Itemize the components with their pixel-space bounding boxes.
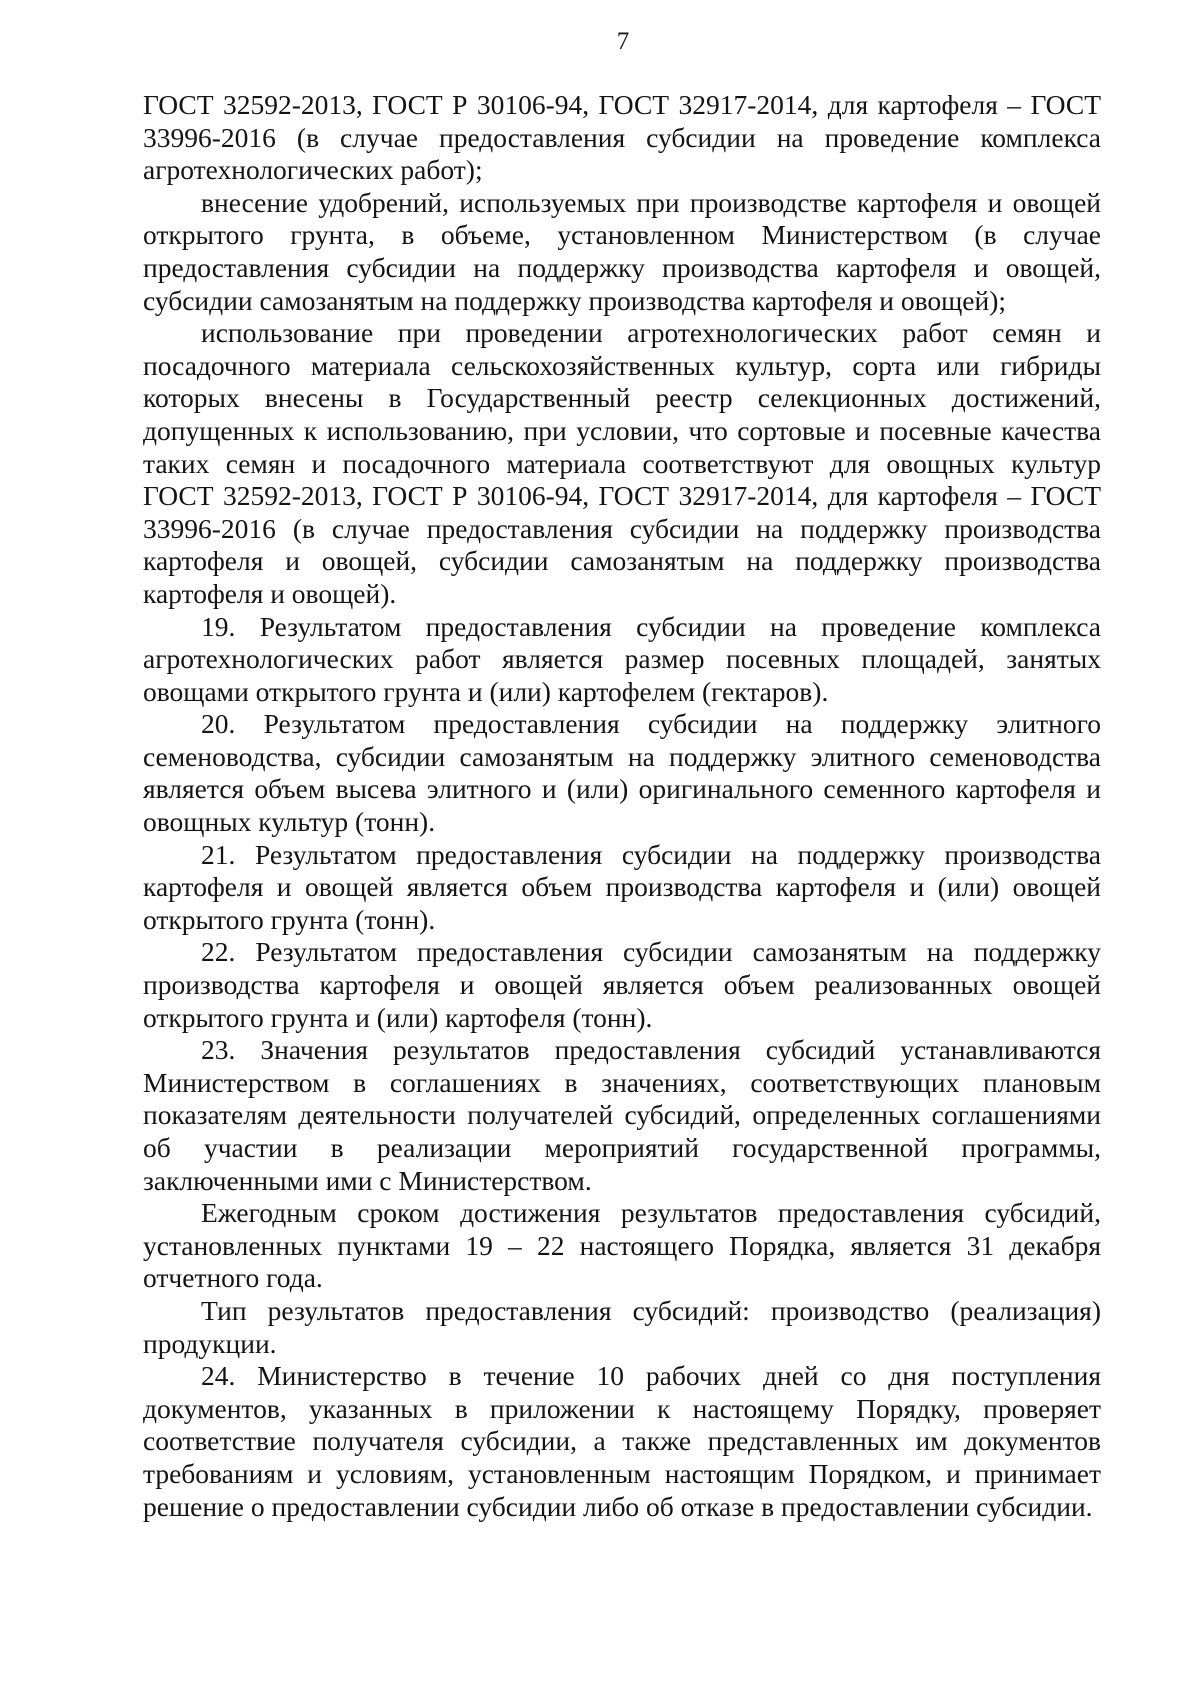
paragraph-item-19: 19. Результатом предоставления субсидии на проведение комплекса агротехнологических работ является размер посевных площадей, занятых овощами открытого грунта и (или) картофелем (гектаров). — [143, 610, 1101, 707]
paragraph-item-22: 22. Результатом предоставления субсидии самозанятым на поддержку производства картофеля и овощей является объем реализованных овощей открытого грунта и (или) картофеля (тонн). — [143, 936, 1101, 1033]
paragraph: ГОСТ 32592-2013, ГОСТ Р 30106-94, ГОСТ 32917-2014, для картофеля – ГОСТ 33996-2016 (в случае предоставления субсидии на проведение комплекса агротехнологических работ); — [143, 89, 1101, 186]
document-body — [143, 89, 1101, 1523]
page-number: 7 — [616, 28, 630, 55]
paragraph-item-23: 23. Значения результатов предоставления субсидий устанавливаются Министерством в соглашениях в значениях, соответствующих плановым показателям деятельности получателей субсидий, определенных соглашениями об участии в реализации мероприятий государственной программы, заключенными ими с Министерством. — [143, 1034, 1101, 1196]
paragraph: Тип результатов предоставления субсидий: производство (реализация) продукции. — [143, 1294, 1101, 1359]
paragraph: использование при проведении агротехнологических работ семян и посадочного материала сельскохозяйственных культур, сорта или гибриды которых внесены в Государственный реестр селекционных достижений, допущенных к использованию, при условии, что сортовые и посевные качества таких семян и посадочного материала соответствуют для овощных культур ГОСТ 32592-2013, ГОСТ Р 30106-94, ГОСТ 32917-2014, для картофеля – ГОСТ 33996-2016 (в случае предоставления субсидии на поддержку производства картофеля и овощей, субсидии самозанятым на поддержку производства картофеля и овощей). — [143, 317, 1101, 609]
paragraph-item-20: 20. Результатом предоставления субсидии на поддержку элитного семеноводства, субсидии самозанятым на поддержку элитного семеноводства является объем высева элитного и (или) оригинального семенного картофеля и овощных культур (тонн). — [143, 708, 1101, 838]
paragraph-item-24: 24. Министерство в течение 10 рабочих дней со дня поступления документов, указанных в приложении к настоящему Порядку, проверяет соответствие получателя субсидии, а также представленных им документов требованиям и условиям, установленным настоящим Порядком, и принимает решение о предоставлении субсидии либо об отказе в предоставлении субсидии. — [143, 1360, 1101, 1522]
paragraph-item-21: 21. Результатом предоставления субсидии на поддержку производства картофеля и овощей является объем производства картофеля и (или) овощей открытого грунта (тонн). — [143, 838, 1101, 935]
paragraph: Ежегодным сроком достижения результатов предоставления субсидий, установленных пунктами 19 – 22 настоящего Порядка, является 31 декабря отчетного года. — [143, 1197, 1101, 1294]
paragraph: внесение удобрений, используемых при производстве картофеля и овощей открытого грунта, в объеме, установленном Министерством (в случае предоставления субсидии на поддержку производства картофеля и овощей, субсидии самозанятым на поддержку производства картофеля и овощей); — [143, 186, 1101, 316]
